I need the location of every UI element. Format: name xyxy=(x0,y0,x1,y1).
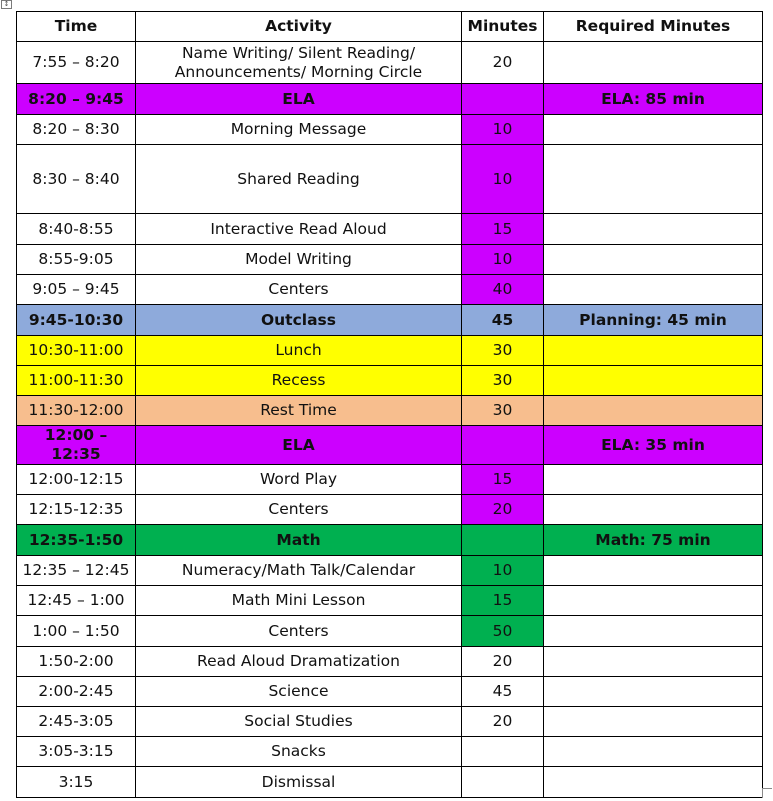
required-minutes-cell: ELA: 85 min xyxy=(544,84,763,115)
time-cell: 1:50-2:00 xyxy=(17,647,136,677)
table-row xyxy=(17,245,763,275)
activity-cell: Shared Reading xyxy=(136,145,462,214)
minutes-cell xyxy=(462,737,544,767)
time-cell: 2:00-2:45 xyxy=(17,677,136,707)
table-anchor-icon[interactable]: ↕ xyxy=(1,0,12,9)
required-minutes-cell xyxy=(544,336,763,366)
minutes-cell: 15 xyxy=(462,465,544,495)
time-cell: 3:05-3:15 xyxy=(17,737,136,767)
minutes-cell: 30 xyxy=(462,366,544,396)
table-row xyxy=(17,145,763,214)
time-cell: 9:45-10:30 xyxy=(17,305,136,336)
minutes-cell: 10 xyxy=(462,145,544,214)
activity-cell: Dismissal xyxy=(136,767,462,798)
activity-cell: Centers xyxy=(136,275,462,305)
table-row xyxy=(17,426,763,465)
table-row xyxy=(17,396,763,426)
time-cell: 12:00-12:15 xyxy=(17,465,136,495)
table-row xyxy=(17,556,763,586)
minutes-cell: 40 xyxy=(462,275,544,305)
time-cell: 8:20 – 8:30 xyxy=(17,115,136,145)
activity-cell: Recess xyxy=(136,366,462,396)
table-row xyxy=(17,42,763,84)
header-time: Time xyxy=(17,12,136,42)
minutes-cell: 45 xyxy=(462,677,544,707)
table-row xyxy=(17,767,763,798)
minutes-cell xyxy=(462,767,544,798)
time-cell: 8:40-8:55 xyxy=(17,214,136,245)
required-minutes-cell xyxy=(544,396,763,426)
header-minutes: Minutes xyxy=(462,12,544,42)
activity-cell: Centers xyxy=(136,616,462,647)
activity-cell: ELA xyxy=(136,84,462,115)
activity-cell: Science xyxy=(136,677,462,707)
required-minutes-cell: ELA: 35 min xyxy=(544,426,763,465)
activity-cell: Outclass xyxy=(136,305,462,336)
minutes-cell: 45 xyxy=(462,305,544,336)
activity-cell: Morning Message xyxy=(136,115,462,145)
table-row xyxy=(17,677,763,707)
table-row xyxy=(17,525,763,556)
required-minutes-cell xyxy=(544,42,763,84)
header-activity: Activity xyxy=(136,12,462,42)
activity-cell: Name Writing/ Silent Reading/ Announcements/ Morning Circle xyxy=(136,42,462,84)
required-minutes-cell: Planning: 45 min xyxy=(544,305,763,336)
schedule-table xyxy=(16,11,763,798)
required-minutes-cell xyxy=(544,275,763,305)
minutes-cell: 10 xyxy=(462,245,544,275)
header-row xyxy=(17,12,763,42)
minutes-cell: 20 xyxy=(462,707,544,737)
minutes-cell xyxy=(462,84,544,115)
table-row xyxy=(17,647,763,677)
table-row xyxy=(17,495,763,525)
activity-cell: Rest Time xyxy=(136,396,462,426)
minutes-cell: 30 xyxy=(462,396,544,426)
activity-cell: Centers xyxy=(136,495,462,525)
time-cell: 12:35-1:50 xyxy=(17,525,136,556)
header-required-minutes: Required Minutes xyxy=(544,12,763,42)
time-cell: 1:00 – 1:50 xyxy=(17,616,136,647)
time-cell: 12:15-12:35 xyxy=(17,495,136,525)
minutes-cell: 10 xyxy=(462,115,544,145)
time-cell: 11:00-11:30 xyxy=(17,366,136,396)
time-cell: 3:15 xyxy=(17,767,136,798)
required-minutes-cell xyxy=(544,214,763,245)
table-row xyxy=(17,366,763,396)
required-minutes-cell xyxy=(544,366,763,396)
required-minutes-cell xyxy=(544,616,763,647)
table-row xyxy=(17,336,763,366)
required-minutes-cell xyxy=(544,737,763,767)
required-minutes-cell xyxy=(544,115,763,145)
table-row xyxy=(17,707,763,737)
required-minutes-cell: Math: 75 min xyxy=(544,525,763,556)
minutes-cell xyxy=(462,525,544,556)
minutes-cell: 15 xyxy=(462,214,544,245)
required-minutes-cell xyxy=(544,556,763,586)
time-cell: 12:00 – 12:35 xyxy=(17,426,136,465)
table-row xyxy=(17,214,763,245)
minutes-cell: 20 xyxy=(462,42,544,84)
required-minutes-cell xyxy=(544,245,763,275)
required-minutes-cell xyxy=(544,647,763,677)
table-row xyxy=(17,115,763,145)
activity-cell: Interactive Read Aloud xyxy=(136,214,462,245)
activity-cell: Math Mini Lesson xyxy=(136,586,462,616)
time-cell: 9:05 – 9:45 xyxy=(17,275,136,305)
activity-cell: Model Writing xyxy=(136,245,462,275)
time-cell: 11:30-12:00 xyxy=(17,396,136,426)
time-cell: 12:35 – 12:45 xyxy=(17,556,136,586)
table-row xyxy=(17,737,763,767)
minutes-cell: 20 xyxy=(462,495,544,525)
table-row xyxy=(17,84,763,115)
time-cell: 7:55 – 8:20 xyxy=(17,42,136,84)
time-cell: 10:30-11:00 xyxy=(17,336,136,366)
minutes-cell: 30 xyxy=(462,336,544,366)
minutes-cell: 50 xyxy=(462,616,544,647)
table-row xyxy=(17,305,763,336)
minutes-cell: 15 xyxy=(462,586,544,616)
minutes-cell: 20 xyxy=(462,647,544,677)
table-row xyxy=(17,465,763,495)
time-cell: 8:55-9:05 xyxy=(17,245,136,275)
table-row xyxy=(17,586,763,616)
activity-cell: Social Studies xyxy=(136,707,462,737)
required-minutes-cell xyxy=(544,586,763,616)
activity-cell: Lunch xyxy=(136,336,462,366)
table-row xyxy=(17,275,763,305)
schedule-body xyxy=(17,42,763,798)
activity-cell: Numeracy/Math Talk/Calendar xyxy=(136,556,462,586)
table-row xyxy=(17,616,763,647)
minutes-cell xyxy=(462,426,544,465)
required-minutes-cell xyxy=(544,677,763,707)
activity-cell: Read Aloud Dramatization xyxy=(136,647,462,677)
required-minutes-cell xyxy=(544,145,763,214)
activity-cell: ELA xyxy=(136,426,462,465)
time-cell: 12:45 – 1:00 xyxy=(17,586,136,616)
required-minutes-cell xyxy=(544,767,763,798)
time-cell: 8:30 – 8:40 xyxy=(17,145,136,214)
required-minutes-cell xyxy=(544,707,763,737)
required-minutes-cell xyxy=(544,495,763,525)
activity-cell: Snacks xyxy=(136,737,462,767)
time-cell: 2:45-3:05 xyxy=(17,707,136,737)
required-minutes-cell xyxy=(544,465,763,495)
minutes-cell: 10 xyxy=(462,556,544,586)
activity-cell: Math xyxy=(136,525,462,556)
activity-cell: Word Play xyxy=(136,465,462,495)
time-cell: 8:20 – 9:45 xyxy=(17,84,136,115)
page-corner-mark xyxy=(762,788,772,798)
